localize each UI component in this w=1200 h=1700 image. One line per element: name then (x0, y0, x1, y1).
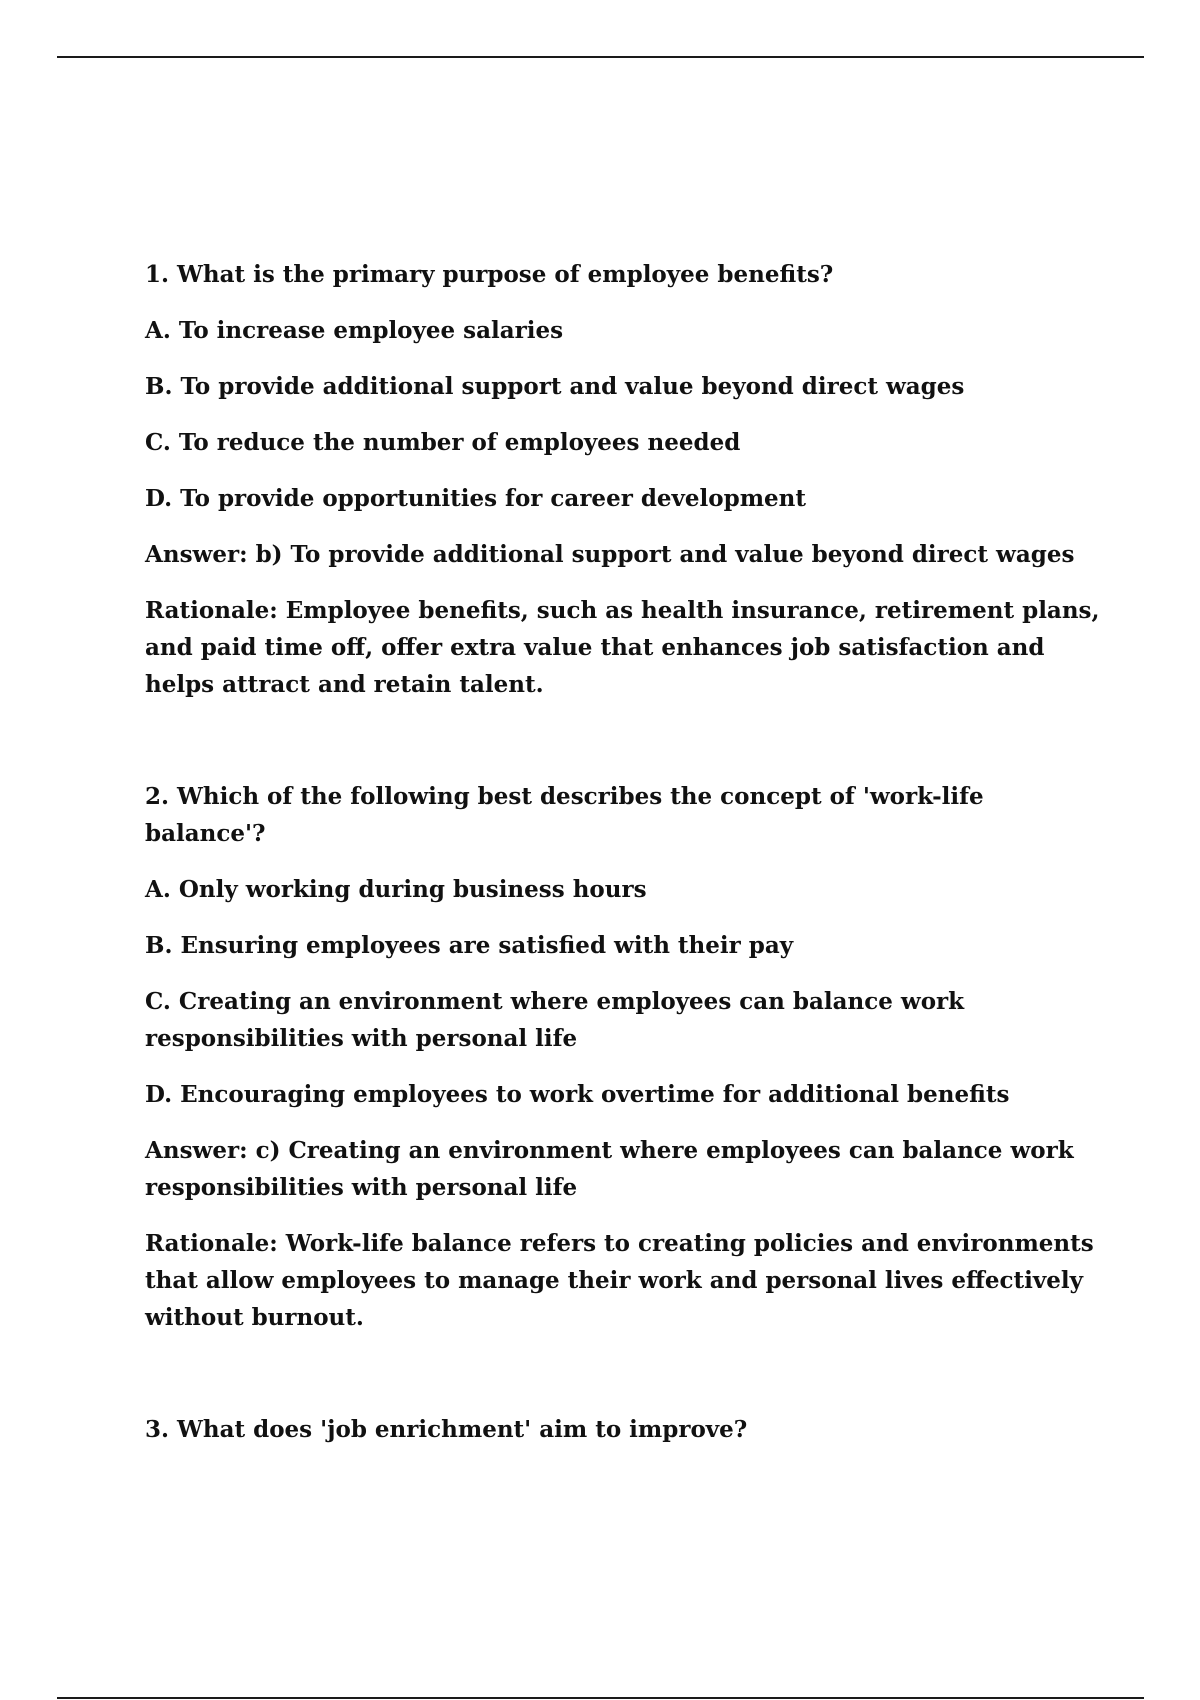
option-b: B. Ensuring employees are satisfied with their pay (145, 932, 794, 959)
question-text (145, 1411, 1105, 1448)
answer: Answer: c) Creating an environment where employees can balance work responsibilities with personal life (145, 1137, 1074, 1201)
document-body (145, 256, 1105, 1448)
question-prompt: What does 'job enrichment' aim to improve? (177, 1416, 748, 1443)
question-number: 1. (145, 261, 170, 288)
rationale: Rationale: Employee benefits, such as health insurance, retirement plans, and paid time off, offer extra value that enhances job satisfaction and helps attract and retain talent. (145, 597, 1100, 698)
option-b: B. To provide additional support and value beyond direct wages (145, 373, 965, 400)
option-c: C. Creating an environment where employees can balance work responsibilities with personal life (145, 988, 965, 1052)
question-number: 2. (145, 783, 170, 810)
option-c: C. To reduce the number of employees needed (145, 429, 741, 456)
option-d: D. To provide opportunities for career development (145, 485, 807, 512)
answer: Answer: b) To provide additional support and value beyond direct wages (145, 541, 1075, 568)
rationale: Rationale: Work-life balance refers to creating policies and environments that allow employees to manage their work and personal lives effectively without burnout. (145, 1230, 1094, 1331)
question-2 (145, 778, 1105, 1336)
question-number: 3. (145, 1416, 170, 1443)
question-text (145, 778, 1105, 852)
question-prompt: What is the primary purpose of employee benefits? (177, 261, 834, 288)
option-a: A. To increase employee salaries (145, 317, 564, 344)
option-d: D. Encouraging employees to work overtime for additional benefits (145, 1081, 1010, 1108)
footer-rule (57, 1697, 1144, 1699)
option-a: A. Only working during business hours (145, 876, 647, 903)
question-prompt: Which of the following best describes the concept of 'work-life balance'? (145, 783, 984, 847)
header-rule (57, 56, 1144, 58)
question-3 (145, 1411, 1105, 1448)
question-1 (145, 256, 1105, 703)
question-text (145, 256, 1105, 293)
